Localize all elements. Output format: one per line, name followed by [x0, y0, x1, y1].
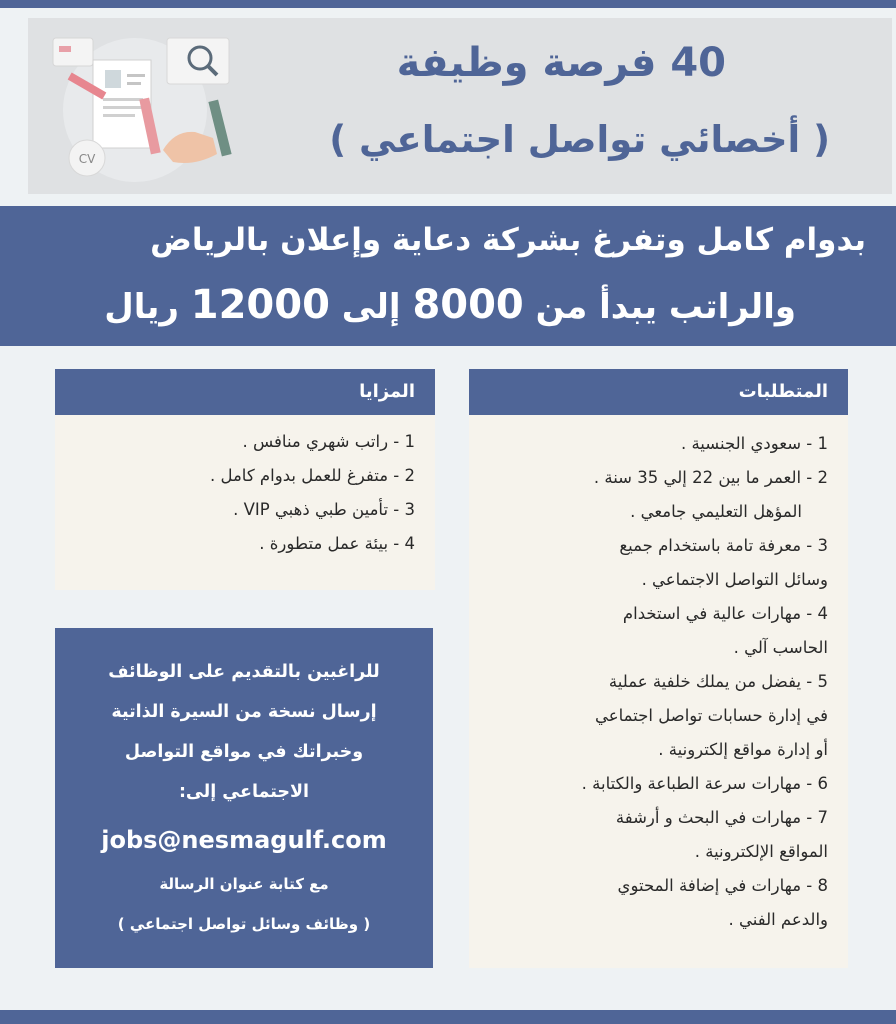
salary-prefix: والراتب يبدأ من: [535, 287, 796, 327]
subject-instruction: مع كتابة عنوان الرسالة: [159, 875, 329, 893]
benefits-header: المزايا: [55, 369, 435, 415]
requirements-panel: [469, 415, 848, 968]
requirement-line: الحاسب آلي .: [733, 638, 828, 657]
apply-line: للراغبين بالتقديم على الوظائف: [108, 662, 380, 682]
monitor-icon: [167, 38, 229, 84]
job-title: ( أخصائي تواصل اجتماعي ): [329, 118, 830, 161]
requirement-line: وسائل التواصل الاجتماعي .: [641, 570, 828, 589]
salary-min: 8000: [412, 282, 524, 328]
requirement-line: في إدارة حسابات تواصل اجتماعي: [595, 706, 828, 725]
benefit-line: 2 - متفرغ للعمل بدوام كامل .: [209, 466, 415, 485]
requirement-line: 7 - مهارات في البحث و أرشفة: [615, 808, 828, 827]
benefit-line: 1 - راتب شهري منافس .: [242, 432, 415, 451]
salary-mid: إلى: [341, 287, 401, 327]
benefit-line: 4 - بيئة عمل متطورة .: [259, 534, 415, 553]
employment-info: بدوام كامل وتفرغ بشركة دعاية وإعلان بالرياض: [150, 222, 866, 258]
salary-suffix: ريال: [104, 287, 179, 327]
requirement-line: 8 - مهارات في إضافة المحتوي: [617, 876, 828, 895]
requirement-line: المواقع الإلكترونية .: [694, 842, 828, 861]
apply-instructions-box: [55, 628, 433, 968]
requirement-line: أو إدارة مواقع إلكترونية .: [658, 740, 828, 759]
salary-info: [104, 282, 796, 328]
benefit-line: 3 - تأمين طبي ذهبي VIP .: [233, 500, 415, 519]
requirement-line: 6 - مهارات سرعة الطباعة والكتابة .: [581, 774, 828, 793]
benefits-panel: [55, 415, 435, 590]
requirement-line: 1 - سعودي الجنسية .: [680, 434, 828, 453]
requirement-line: 5 - يفضل من يملك خلفية عملية: [608, 672, 828, 691]
apply-line: إرسال نسخة من السيرة الذاتية: [111, 702, 377, 722]
requirement-line: والدعم الفني .: [728, 910, 828, 929]
top-border: [0, 0, 896, 8]
requirement-line: المؤهل التعليمي جامعي .: [630, 502, 802, 521]
apply-line: الاجتماعي إلى:: [178, 782, 310, 802]
hiring-illustration: [45, 30, 245, 185]
requirement-line: 2 - العمر ما بين 22 إلي 35 سنة .: [593, 468, 828, 487]
requirements-header: المتطلبات: [469, 369, 848, 415]
requirement-line: 4 - مهارات عالية في استخدام: [622, 604, 828, 623]
apply-email-link[interactable]: jobs@nesmagulf.com: [101, 826, 387, 854]
apply-line: وخبراتك في مواقع التواصل: [124, 742, 364, 762]
salary-max: 12000: [190, 282, 330, 328]
cv-label: CV: [78, 152, 96, 166]
requirement-line: 3 - معرفة تامة باستخدام جميع: [619, 536, 828, 555]
page-title: 40 فرصة وظيفة: [396, 40, 726, 86]
subject-text: ( وظائف وسائل تواصل اجتماعي ): [117, 915, 371, 933]
bottom-border: [0, 1010, 896, 1024]
